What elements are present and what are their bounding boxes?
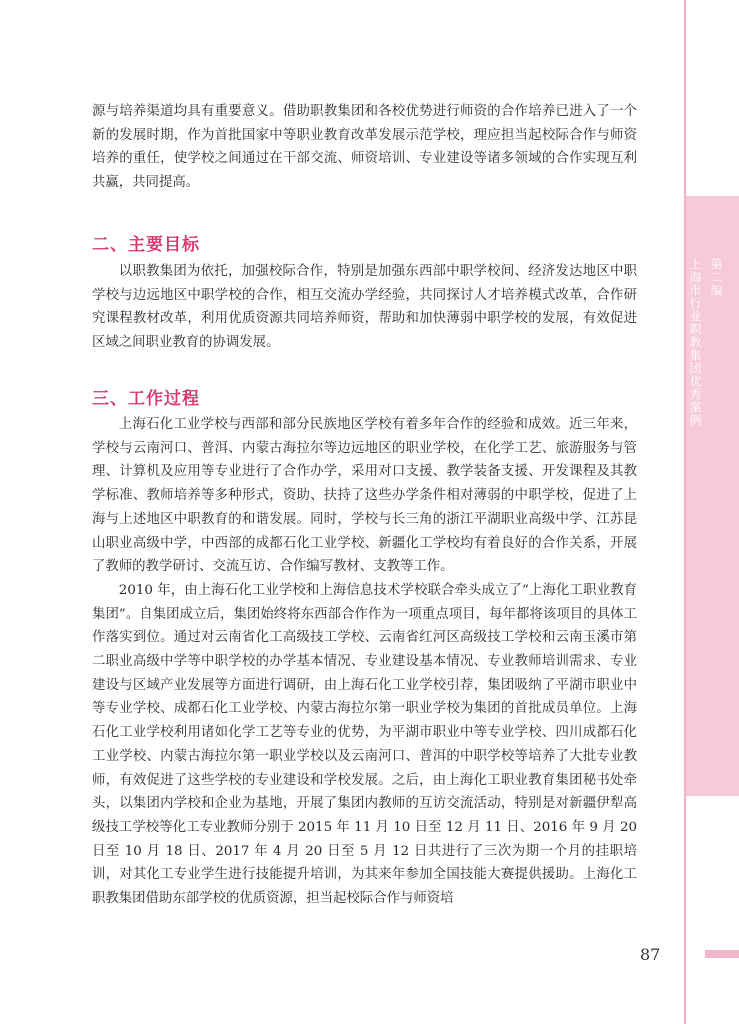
sidebar-marker [705,950,739,958]
sidebar-part-label: 第二编 [709,258,723,297]
section-body-work-process [92,413,637,911]
page-number: 87 [640,945,661,964]
page-content [92,100,637,907]
section-heading-main-goals: 二、主要目标 [92,235,200,255]
sidebar-title-label: 上海市行业职教集团优秀案例 [688,258,702,427]
paragraph: 以职教集团为依托，加强校际合作，特别是加强东西部中职学校间、经济发达地区中职学校与边远地区中职学校的合作，相互交流办学经验，共同探讨人才培养模式改革，合作研究课程教材改革，利用优质资源共同培养师资，帮助和加快薄弱中职学校的发展，有效促进区域之间职业教育的协调发展。 [92,264,637,351]
section-heading-work-process: 三、工作过程 [92,389,200,409]
intro-paragraph: 源与培养渠道均具有重要意义。借助职教集团和各校优势进行师资的合作培养已进入了一个新的发展时期，作为首批国家中等职业教育改革发展示范学校，理应担当起校际合作与师资培养的重任，使学校之间通过在干部交流、师资培训、专业建设等诸多领域的合作实现互利共赢，共同提高。 [92,104,637,191]
paragraph: 2010 年，由上海石化工业学校和上海信息技术学校联合牵头成立了“上海化工职业教育集团”。自集团成立后，集团始终将东西部合作作为一项重点项目，每年都将该项目的具体工作落实到位。通过对云南省化工高级技工学校、云南省红河区高级技工学校和云南玉溪市第二职业高级中学等中职学校的办学基本情况、专业建设基本情况、专业教师培训需求、专业建设与区域产业发展等方面进行调研，由上海石化工业学校引荐，集团吸纳了平湖市职业中等专业学校、成都石化工业学校、内蒙古海拉尔第一职业学校为集团的首批成员单位。上海石化工业学校利用诸如化学工艺等专业的优势，为平湖市职业中等专业学校、四川成都石化工业学校、内蒙古海拉尔第一职业学校以及云南河口、普洱的中职学校等培养了大批专业教师，有效促进了这些学校的专业建设和学校发展。之后，由上海化工职业教育集团秘书处牵头，以集团内学校和企业为基地，开展了集团内教师的互访交流活动，特别是对新疆伊犁高级技工学校等化工专业教师分别于 2015 年 11 月 10 日至 12 月 11 日、2016 年 9 月 20 日至 10 月 18 日、2017 年 4 月 20 日至 5 月 12 日共进行了三次为期一个月的挂职培训，对其化工专业学生进行技能提升培训，为其来年参加全国技能大赛提供援助。上海化工职教集团借助东部学校的优质资源，担当起校际合作与师资培 [92,582,637,907]
section-body-main-goals [92,260,637,355]
sidebar-chapter-title [688,258,725,427]
paragraph: 上海石化工业学校与西部和部分民族地区学校有着多年合作的经验和成效。近三年来，学校与云南河口、普洱、内蒙古海拉尔等边远地区的职业学校，在化学工艺、旅游服务与管理、计算机及应用等专业进行了合作办学，采用对口支援、教学装备支援、开发课程及其教学标准、教师培养等多种形式，资助、扶持了这些办学条件相对薄弱的中职学校，促进了上海与上述地区中职教育的和谐发展。同时，学校与长三角的浙江平湖职业高级中学、江苏昆山职业高级中学，中西部的成都石化工业学校、新疆化工学校均有着良好的合作关系，开展了教师的教学研讨、交流互访、合作编写教材、支教等工作。 [92,417,637,575]
